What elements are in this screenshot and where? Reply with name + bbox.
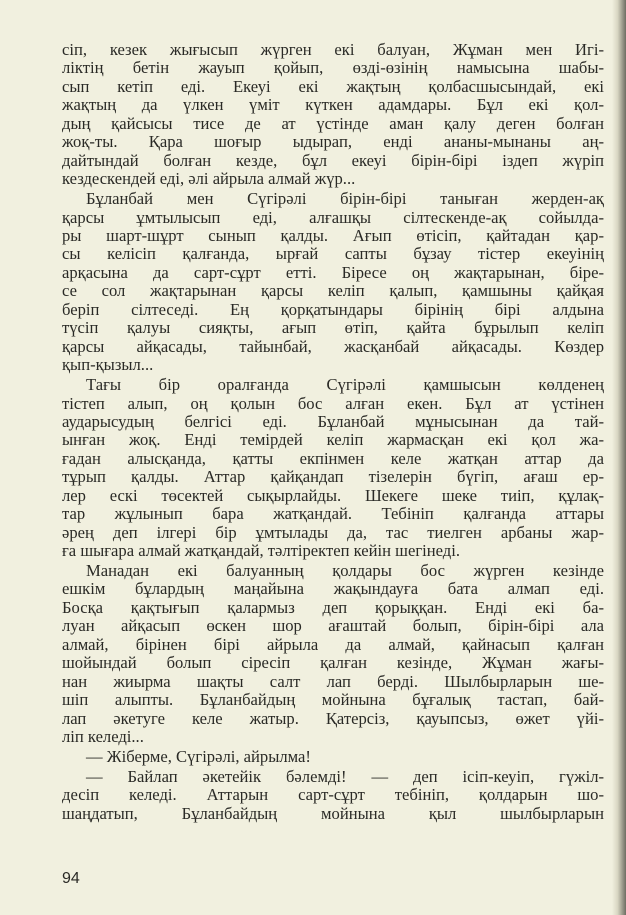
text-line: — Байлап әкетейік бәлемді! — деп ісіп-кеуіп, гүжіл- <box>86 767 604 787</box>
text-line: аударысудың белгісі еді. Бұланбай мұнысынан да тай- <box>62 411 604 431</box>
paragraph <box>62 768 604 823</box>
text-line: ліп келеді... <box>62 726 144 746</box>
text-line: дың қайсысы тисе де ат үстінде аман қалу деген болған <box>62 113 604 133</box>
text-line: дайтындай болған кезде, бұл екеуі бірін-бірі іздеп жүріп <box>62 150 604 170</box>
page-number: 94 <box>62 870 80 887</box>
text-line: Босқа қақтығып қалармыз деп қорыққан. Енді екі ба- <box>62 597 604 617</box>
text-line: қарсы ұмтылысып еді, алғашқы сілтескенде-ақ сойылда- <box>62 207 604 227</box>
text-line: лер ескі төсектей сықырлайды. Шекеге шеке тиіп, құлақ- <box>62 485 604 505</box>
text-line: әрең деп ілгері бір ұмтылады да, тас тиелген арбаны жар- <box>62 522 604 542</box>
text-line: түсіп қалуы сияқты, ағып өтіп, қайта бұрылып келіп <box>62 318 604 338</box>
text-line: Тағы бір оралғанда Сүгірәлі қамшысын көлденең <box>86 375 604 395</box>
page-edge-shadow <box>612 0 626 915</box>
text-line: ешкім бұлардың маңайына жақындауға бата алмап еді. <box>62 579 604 599</box>
text-line: луан айқасып өскен шор ағаштай болып, бірін-бірі ала <box>62 616 604 636</box>
text-line: ліктің бетін жауып қойып, өзді-өзінің намысына шабы- <box>62 58 604 78</box>
page-body-text <box>62 41 604 825</box>
text-line: беріп сілтеседі. Ең қорқатындары бірінің бірі алдына <box>62 299 604 319</box>
text-line: сып кетіп еді. Екеуі екі жақтың қолбасшысындай, екі <box>62 76 604 96</box>
text-line: Манадан екі балуанның қолдары бос жүрген кезінде <box>86 561 604 581</box>
text-line: шойындай болып сіресіп қалған кезінде, Жұман жағы- <box>62 653 604 673</box>
text-line: тар жұлынып бара жатқандай. Тебініп қалғанда аттары <box>62 504 604 524</box>
text-line: шаңдатып, Бұланбайдың мойнына қыл шылбырларын <box>62 803 604 823</box>
paragraph <box>62 562 604 746</box>
text-line: сіп, кезек жығысып жүрген екі балуан, Жұман мен Игі- <box>62 40 604 59</box>
text-line: ға шығара алмай жатқандай, тәлтіректеп кейін шегінеді. <box>62 541 460 560</box>
text-line: алмай, бірінен бірі айрыла да алмай, қайнасып қалған <box>62 634 604 654</box>
text-line: ғадан алысқанда, қатты екпінмен келе жатқан аттар да <box>62 448 604 468</box>
text-line: десіп келеді. Аттарын сарт-сұрт тебініп, қолдарын шо- <box>62 785 604 805</box>
text-line: қарсы айқасады, тайынбай, жасқанбай айқасады. Көздер <box>62 336 604 356</box>
text-line: кездескендей еді, әлі айрыла алмай жүр... <box>62 169 356 189</box>
text-line: шіп алыпты. Бұланбайдың мойнына бұғалық тастап, бай- <box>62 690 604 710</box>
text-line: ры шарт-шұрт сынып қалды. Ағып өтісіп, қайтадан қар- <box>62 225 604 245</box>
text-line: — Жіберме, Сүгірәлі, айрылма! <box>86 747 311 766</box>
text-line: лап әкетуге келе жатыр. Қатерсіз, қауыпсыз, өжет үйі- <box>62 708 604 728</box>
text-line: қып-қызыл... <box>62 355 154 375</box>
paragraph <box>62 376 604 560</box>
paragraph <box>62 41 604 189</box>
text-line: нан жиырма шақты салт лап берді. Шылбырларын ше- <box>62 671 604 691</box>
paragraph <box>62 190 604 374</box>
text-line: тұрып қалды. Аттар қайқандап тізелерін бүгіп, ағаш ер- <box>62 467 604 487</box>
text-line: жақтың да үлкен үміт күткен адамдары. Бұл екі қол- <box>62 95 604 115</box>
text-line: жоқ-ты. Қара шоғыр ыдырап, енді ананы-мынаны аң- <box>62 132 604 152</box>
text-line: арқасына да сарт-сұрт етті. Біресе оң жақтарынан, біре- <box>62 262 604 282</box>
text-line: Бұланбай мен Сүгірәлі бірін-бірі таныған жерден-ақ <box>86 189 604 209</box>
text-line: сы келісіп қалғанда, ырғай сапты бұзау тістер екеуінің <box>62 244 604 264</box>
text-line: ынған жоқ. Енді темірдей келіп жармасқан екі қол жа- <box>62 430 604 450</box>
paragraph <box>62 748 604 766</box>
text-line: тістеп алып, оң қолын бос алған екен. Бұл ат үстінен <box>62 393 604 413</box>
text-line: се сол жақтарынан қарсы келіп қалып, қамшыны қайқая <box>62 281 604 301</box>
